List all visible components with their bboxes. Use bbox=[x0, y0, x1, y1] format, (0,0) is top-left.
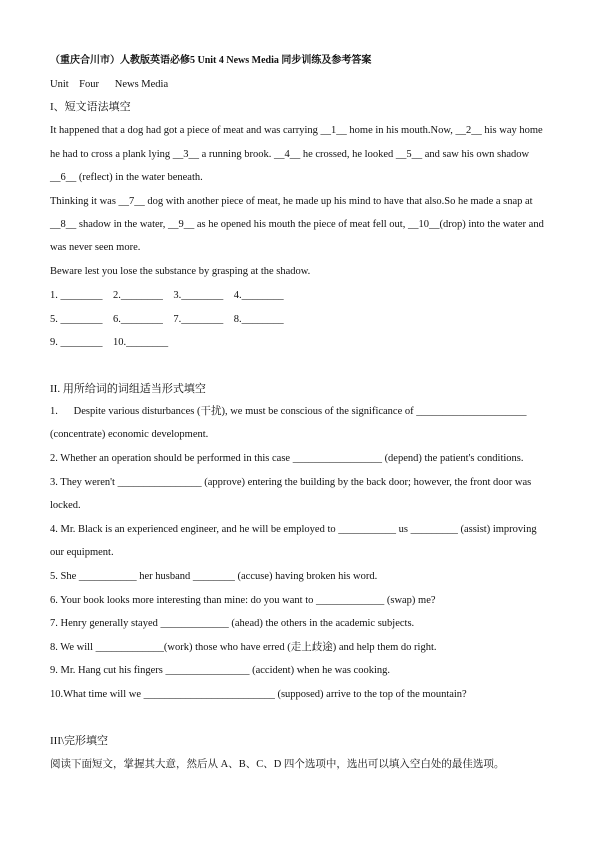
exercise-line: 4. Mr. Black is an experienced engineer, and he will be employed to ___________ us _________ (assist) improving bbox=[50, 524, 537, 535]
exercise-line: 8. We will _____________(work) those who have erred (走上歧途) and help them do right. bbox=[50, 642, 437, 653]
exercise-line: 6. Your book looks more interesting than mine: do you want to _____________ (swap) me? bbox=[50, 595, 436, 606]
exercise-line: our equipment. bbox=[50, 547, 114, 558]
passage-line: It happened that a dog had got a piece of meat and was carrying __1__ home in his mouth.Now, __2__ his way home bbox=[50, 125, 543, 136]
exercise-line: (concentrate) economic development. bbox=[50, 429, 209, 440]
exercise-line: locked. bbox=[50, 500, 81, 511]
section-2-heading: II. 用所给词的词组适当形式填空 bbox=[50, 383, 206, 395]
passage-line: was never seen more. bbox=[50, 242, 141, 253]
section-1-heading: I、短文语法填空 bbox=[50, 101, 131, 113]
passage-line: Beware lest you lose the substance by grasping at the shadow. bbox=[50, 266, 311, 277]
passage-line: __6__ (reflect) in the water beneath. bbox=[50, 172, 203, 183]
exercise-line: 7. Henry generally stayed _____________ (ahead) the others in the academic subjects. bbox=[50, 618, 415, 629]
exercise-line: 5. She ___________ her husband ________ (accuse) having broken his word. bbox=[50, 571, 378, 582]
section-3-instruction: 阅读下面短文，掌握其大意，然后从 A、B、C、D 四个选项中，选出可以填入空白处的最佳选项。 bbox=[50, 759, 505, 770]
passage-line: he had to cross a plank lying __3__ a running brook. __4__ he crossed, he looked __5__ and saw his own shadow bbox=[50, 149, 530, 160]
unit-subtitle: Unit Four News Media bbox=[50, 79, 169, 90]
passage-line: Thinking it was __7__ dog with another piece of meat, he made up his mind to have that also.So he made a snap at bbox=[50, 196, 533, 207]
document-page bbox=[50, 0, 560, 845]
answer-row: 9. ________ 10.________ bbox=[50, 337, 169, 348]
section-3-heading: III\完形填空 bbox=[50, 735, 109, 747]
answer-row: 5. ________ 6.________ 7.________ 8.________ bbox=[50, 314, 284, 325]
exercise-line: 10.What time will we _________________________ (supposed) arrive to the top of the mountain? bbox=[50, 689, 467, 700]
passage-line: __8__ shadow in the water, __9__ as he opened his mouth the piece of meat fell out, __10__(drop) into the water and bbox=[50, 219, 544, 230]
exercise-line: 9. Mr. Hang cut his fingers ________________ (accident) when he was cooking. bbox=[50, 665, 391, 676]
exercise-line: 1. Despite various disturbances (干扰), we must be conscious of the significance of _____________________ bbox=[50, 406, 527, 417]
exercise-line: 3. They weren't ________________ (approve) entering the building by the back door; however, the front door was bbox=[50, 477, 532, 488]
exercise-line: 2. Whether an operation should be performed in this case _________________ (depend) the patient's conditions. bbox=[50, 453, 524, 464]
answer-row: 1. ________ 2.________ 3.________ 4.________ bbox=[50, 290, 284, 301]
document-title: （重庆合川市）人教版英语必修5 Unit 4 News Media 同步训练及参考答案 bbox=[50, 55, 372, 66]
